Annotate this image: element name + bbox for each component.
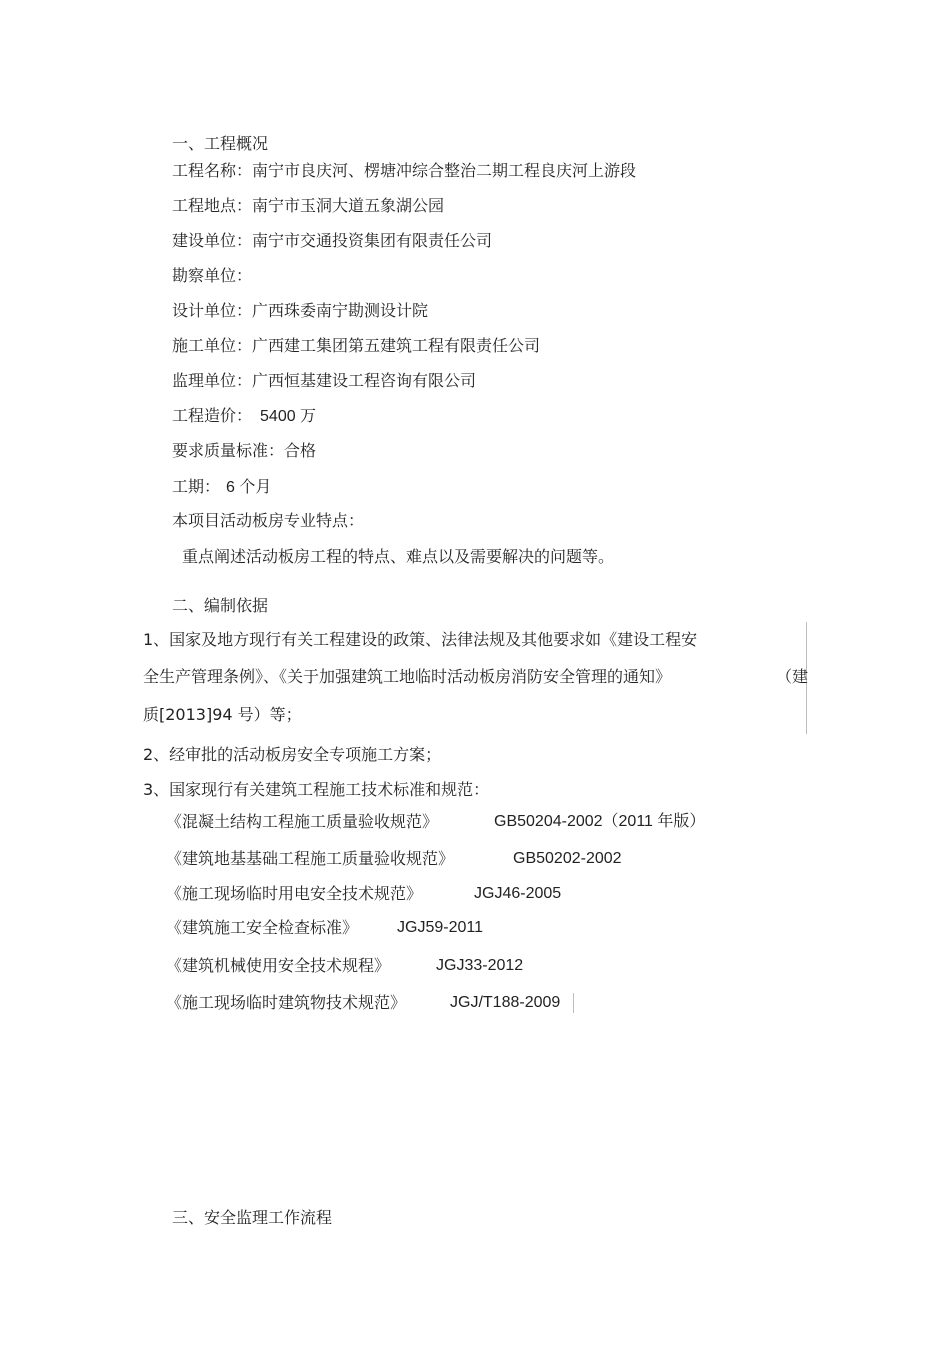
standard-code: GB50202-2002	[513, 850, 622, 867]
standard-name: 《施工现场临时用电安全技术规范》	[166, 884, 423, 903]
basis-item-1-line-2: 全生产管理条例》、《关于加强建筑工地临时活动板房消防安全管理的通知》	[143, 667, 672, 686]
basis-item-1-line-2-tail: （建	[776, 667, 809, 686]
standard-code: JGJ59-2011	[397, 919, 483, 936]
basis-item-2: 2、经审批的活动板房安全专项施工方案；	[143, 745, 442, 764]
features-label: 本项目活动板房专业特点：	[172, 511, 365, 530]
standard-name: 《建筑机械使用安全技术规程》	[166, 956, 391, 975]
field-design-unit: 设计单位：广西珠委南宁勘测设计院	[172, 301, 429, 320]
text-cursor-mark	[573, 993, 574, 1013]
features-description: 重点阐述活动板房工程的特点、难点以及需要解决的问题等。	[182, 547, 615, 566]
standard-name: 《建筑施工安全检查标准》	[166, 918, 359, 937]
basis-item-1-line-1: 1、国家及地方现行有关工程建设的政策、法律法规及其他要求如《建设工程安	[143, 630, 698, 649]
section2-heading: 二、编制依据	[172, 596, 269, 615]
field-construction-unit: 施工单位：广西建工集团第五建筑工程有限责任公司	[172, 336, 541, 355]
field-project-location: 工程地点：南宁市玉洞大道五象湖公园	[172, 196, 445, 215]
standard-name: 《施工现场临时建筑物技术规范》	[166, 993, 407, 1012]
field-project-name: 工程名称：南宁市良庆河、楞塘冲综合整治二期工程良庆河上游段	[172, 161, 637, 180]
field-client: 建设单位：南宁市交通投资集团有限责任公司	[172, 231, 493, 250]
field-survey-unit: 勘察单位：	[172, 266, 253, 285]
section3-heading: 三、安全监理工作流程	[172, 1208, 333, 1227]
standard-code: JGJ33-2012	[436, 957, 524, 974]
field-quality-standard: 要求质量标准：合格	[172, 441, 317, 460]
standard-name: 《混凝土结构工程施工质量验收规范》	[166, 812, 439, 831]
field-supervision-unit: 监理单位：广西恒基建设工程咨询有限公司	[172, 371, 477, 390]
standard-name: 《建筑地基基础工程施工质量验收规范》	[166, 849, 455, 868]
section1-heading: 一、工程概况	[172, 134, 269, 153]
standard-code: JGJ/T188-2009	[450, 994, 561, 1011]
field-duration: 工期： 6 个月	[172, 477, 272, 496]
basis-item-3: 3、国家现行有关建筑工程施工技术标准和规范：	[143, 780, 490, 799]
standard-code: GB50204-2002（2011 年版）	[494, 813, 706, 830]
basis-item-1-line-3: 质[2013]94 号）等；	[143, 705, 302, 724]
standard-code: JGJ46-2005	[474, 885, 562, 902]
field-project-cost: 工程造价： 5400 万	[172, 406, 317, 425]
